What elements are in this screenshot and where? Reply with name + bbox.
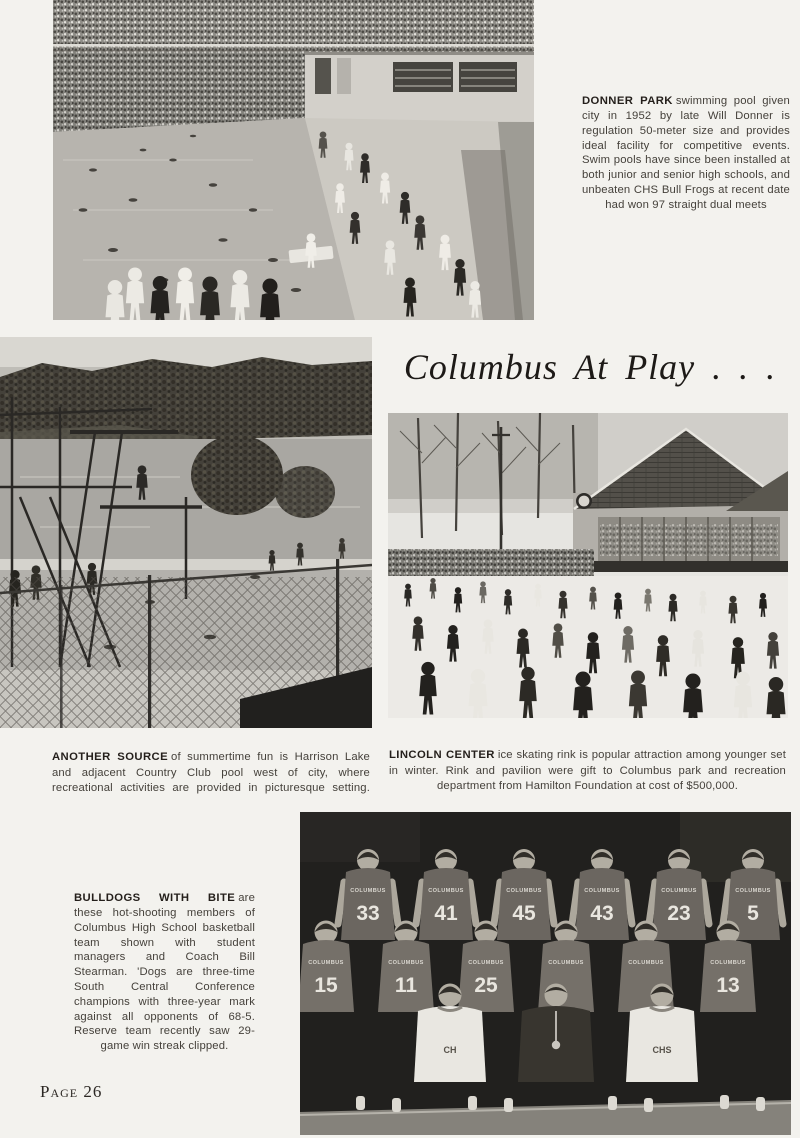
photo-basketball-team <box>300 812 791 1135</box>
svg-text:COLUMBUS: COLUMBUS <box>468 960 504 966</box>
svg-text:25: 25 <box>474 974 498 997</box>
svg-text:13: 13 <box>716 974 740 997</box>
lakeside-tree <box>191 435 283 515</box>
harrison-caption-lead: ANOTHER SOURCE <box>52 751 169 764</box>
svg-text:33: 33 <box>356 902 380 925</box>
svg-text:COLUMBUS: COLUMBUS <box>428 888 464 894</box>
svg-text:COLUMBUS: COLUMBUS <box>710 960 746 966</box>
svg-text:COLUMBUS: COLUMBUS <box>506 888 542 894</box>
lincoln-caption-text: ice skating rink is popular attraction among younger set in winter. Rink and pavilion were gift to Columbus park and recreation department from Hamilton Foundation at cost of $500,000. <box>389 749 786 793</box>
bulldogs-lead: BULLDOGS WITH BITE <box>74 892 236 905</box>
donner-park-text: swimming pool given city in 1952 by late Will Donner is regulation 50-meter size and provides ideal facility for competitive events. Swim pools have since been installed at both junior and senior high schools, and unbeaten CHS Bull Frogs at recent date had won 97 straight dual meets <box>582 95 790 211</box>
harrison-lake-caption <box>52 750 370 796</box>
svg-text:15: 15 <box>314 974 338 997</box>
team-front-row <box>414 984 698 1083</box>
lincoln-center-caption <box>389 748 786 794</box>
donner-pool-illustration <box>53 0 534 320</box>
basketball-team-illustration <box>300 812 791 1135</box>
svg-text:COLUMBUS: COLUMBUS <box>388 960 424 966</box>
photo-donner-pool <box>53 0 534 320</box>
svg-text:CH: CH <box>443 1045 457 1055</box>
ice-rink-illustration <box>388 413 788 718</box>
lincoln-caption-lead: LINCOLN CENTER <box>389 749 495 762</box>
svg-text:COLUMBUS: COLUMBUS <box>628 960 664 966</box>
svg-text:COLUMBUS: COLUMBUS <box>308 960 344 966</box>
svg-text:45: 45 <box>512 902 536 925</box>
svg-text:COLUMBUS: COLUMBUS <box>735 888 771 894</box>
svg-text:5: 5 <box>747 902 759 925</box>
svg-text:41: 41 <box>434 902 458 925</box>
bulldogs-text: are these hot-shooting members of Columbus High School basketball team shown with student managers and Coach Bill Stearman. 'Dogs are three-time South Central Conference champions with three-year mark against all opponents of 68-5. Reserve team recently saw 29-game win streak clipped. <box>74 892 255 1053</box>
page-number: Page 26 <box>40 1082 103 1101</box>
svg-text:43: 43 <box>590 902 614 925</box>
photo-ice-rink <box>388 413 788 718</box>
harrison-lake-illustration <box>0 337 372 728</box>
donner-park-lead: DONNER PARK <box>582 95 673 108</box>
svg-text:COLUMBUS: COLUMBUS <box>584 888 620 894</box>
pool-water <box>53 118 355 320</box>
svg-text:COLUMBUS: COLUMBUS <box>350 888 386 894</box>
svg-text:11: 11 <box>394 974 418 997</box>
page-title: Columbus At Play . . . <box>403 347 777 387</box>
svg-text:COLUMBUS: COLUMBUS <box>548 960 584 966</box>
svg-text:COLUMBUS: COLUMBUS <box>661 888 697 894</box>
bulldogs-copy <box>74 891 255 1054</box>
photo-harrison-lake <box>0 337 372 728</box>
donner-park-copy <box>582 94 790 212</box>
svg-text:CHS: CHS <box>652 1045 672 1055</box>
svg-text:23: 23 <box>667 902 691 925</box>
bathhouse-building <box>305 52 534 122</box>
harrison-caption-text: of summertime fun is Harrison Lake and adjacent Country Club pool west of city, where recreational activities are provided in picturesque setting. <box>52 751 370 795</box>
